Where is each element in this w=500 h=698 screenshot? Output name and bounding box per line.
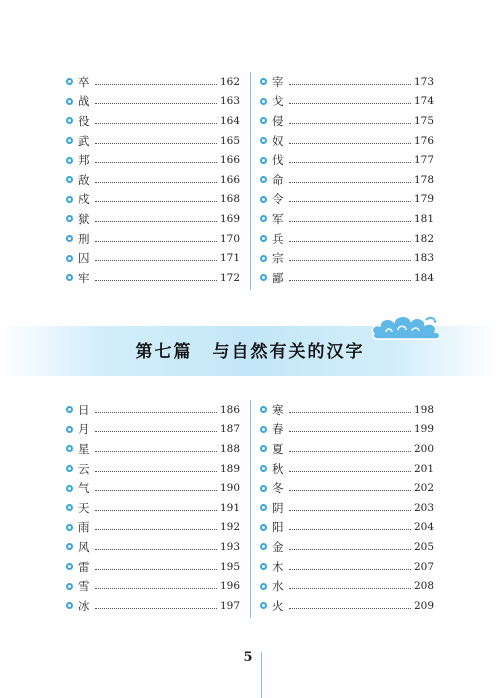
leader-dots (95, 489, 217, 491)
toc-entry-character: 宰 (272, 74, 284, 89)
toc-entry-page: 176 (413, 134, 434, 147)
toc-entry-character: 奴 (272, 133, 284, 148)
toc-entry[interactable] (260, 268, 434, 288)
bullet-icon (66, 274, 73, 281)
toc-entry[interactable] (260, 439, 434, 459)
bullet-icon (260, 543, 267, 550)
toc-entry-character: 日 (78, 402, 90, 417)
bullet-icon (66, 215, 73, 222)
toc-entry[interactable] (66, 72, 240, 92)
toc-entry-page: 189 (219, 462, 240, 475)
toc-entry[interactable] (260, 576, 434, 596)
leader-dots (289, 548, 411, 550)
toc-entry-character: 木 (272, 559, 284, 574)
bullet-icon (260, 255, 267, 262)
bullet-icon (260, 504, 267, 511)
toc-entry[interactable] (66, 498, 240, 518)
toc-entry-character: 气 (78, 481, 90, 496)
toc-entry[interactable] (66, 439, 240, 459)
toc-entry[interactable] (260, 459, 434, 479)
toc-section-bottom (66, 400, 434, 626)
bullet-icon (260, 137, 267, 144)
toc-entry[interactable] (260, 248, 434, 268)
toc-entry[interactable] (66, 557, 240, 577)
toc-entry-page: 170 (219, 232, 240, 245)
bullet-icon (260, 98, 267, 105)
bullet-icon (260, 485, 267, 492)
toc-entry-character: 月 (78, 422, 90, 437)
toc-entry-page: 195 (219, 560, 240, 573)
toc-entry-character: 雨 (78, 520, 90, 535)
bullet-icon (66, 504, 73, 511)
bullet-icon (66, 196, 73, 203)
leader-dots (95, 607, 217, 609)
bullet-icon (260, 196, 267, 203)
bullet-icon (66, 176, 73, 183)
chapter-number: 第七篇 (135, 342, 193, 362)
leader-dots (95, 548, 217, 550)
toc-entry[interactable] (66, 268, 240, 288)
bullet-icon (66, 465, 73, 472)
toc-entry[interactable] (66, 478, 240, 498)
chapter-title: 与自然有关的汉字 (212, 342, 365, 362)
toc-entry-page: 199 (413, 423, 434, 436)
leader-dots (289, 430, 411, 432)
toc-entry[interactable] (66, 111, 240, 131)
leader-dots (289, 200, 411, 202)
leader-dots (95, 259, 217, 261)
bullet-icon (260, 235, 267, 242)
bullet-icon (260, 583, 267, 590)
toc-column-right (250, 400, 434, 626)
toc-entry[interactable] (260, 131, 434, 151)
bullet-icon (260, 524, 267, 531)
bullet-icon (66, 98, 73, 105)
toc-entry-page: 178 (413, 173, 434, 186)
leader-dots (95, 279, 217, 281)
toc-entry-character: 刑 (78, 231, 90, 246)
bullet-icon (66, 157, 73, 164)
toc-entry-page: 192 (219, 521, 240, 534)
toc-entry-character: 冰 (78, 598, 90, 613)
bullet-icon (260, 78, 267, 85)
bullet-icon (66, 485, 73, 492)
page-edge-line (261, 652, 262, 698)
toc-entry-character: 卒 (78, 74, 90, 89)
toc-section-top (66, 72, 434, 298)
leader-dots (289, 607, 411, 609)
leader-dots (289, 489, 411, 491)
toc-entry-page: 171 (219, 252, 240, 265)
bullet-icon (66, 255, 73, 262)
toc-entry-character: 牢 (78, 270, 90, 285)
toc-entry[interactable] (260, 229, 434, 249)
leader-dots (95, 509, 217, 511)
toc-entry[interactable] (66, 576, 240, 596)
toc-entry[interactable] (260, 150, 434, 170)
toc-entry-page: 204 (413, 521, 434, 534)
toc-entry[interactable] (260, 537, 434, 557)
bullet-icon (260, 274, 267, 281)
leader-dots (95, 240, 217, 242)
toc-entry[interactable] (260, 518, 434, 538)
leader-dots (95, 470, 217, 472)
toc-entry[interactable] (66, 420, 240, 440)
leader-dots (95, 220, 217, 222)
toc-entry-character: 伐 (272, 153, 284, 168)
toc-entry-character: 宗 (272, 251, 284, 266)
toc-entry-page: 166 (219, 154, 240, 167)
toc-entry[interactable] (66, 170, 240, 190)
toc-entry-character: 风 (78, 539, 90, 554)
leader-dots (95, 568, 217, 570)
bullet-icon (66, 543, 73, 550)
leader-dots (289, 161, 411, 163)
bullet-icon (66, 117, 73, 124)
toc-entry-character: 令 (272, 192, 284, 207)
leader-dots (289, 142, 411, 144)
bullet-icon (260, 426, 267, 433)
bullet-icon (260, 176, 267, 183)
leader-dots (289, 102, 411, 104)
bullet-icon (66, 583, 73, 590)
toc-entry-page: 208 (413, 580, 434, 593)
leader-dots (95, 430, 217, 432)
toc-entry-character: 战 (78, 94, 90, 109)
toc-entry-character: 水 (272, 579, 284, 594)
leader-dots (289, 279, 411, 281)
toc-entry-character: 雪 (78, 579, 90, 594)
toc-entry-page: 179 (413, 193, 434, 206)
toc-entry[interactable] (66, 131, 240, 151)
toc-entry-page: 207 (413, 560, 434, 573)
toc-entry[interactable] (66, 190, 240, 210)
toc-entry-character: 秋 (272, 461, 284, 476)
toc-entry-page: 164 (219, 114, 240, 127)
leader-dots (95, 528, 217, 530)
toc-column-right (250, 72, 434, 298)
toc-entry[interactable] (66, 209, 240, 229)
toc-entry-page: 173 (413, 75, 434, 88)
bullet-icon (260, 117, 267, 124)
toc-entry[interactable] (66, 92, 240, 112)
toc-entry-page: 172 (219, 271, 240, 284)
toc-entry-page: 174 (413, 95, 434, 108)
leader-dots (95, 411, 217, 413)
toc-entry[interactable] (66, 229, 240, 249)
toc-entry-character: 戈 (272, 94, 284, 109)
leader-dots (289, 587, 411, 589)
toc-entry[interactable] (260, 557, 434, 577)
bullet-icon (66, 235, 73, 242)
toc-entry-page: 182 (413, 232, 434, 245)
toc-entry-character: 星 (78, 441, 90, 456)
leader-dots (95, 122, 217, 124)
toc-entry-page: 205 (413, 540, 434, 553)
toc-entry-character: 邦 (78, 153, 90, 168)
leader-dots (289, 568, 411, 570)
toc-entry-page: 184 (413, 271, 434, 284)
toc-entry-page: 162 (219, 75, 240, 88)
toc-entry-page: 169 (219, 212, 240, 225)
leader-dots (289, 509, 411, 511)
toc-entry[interactable] (260, 72, 434, 92)
bullet-icon (260, 563, 267, 570)
toc-entry-character: 天 (78, 500, 90, 515)
leader-dots (289, 122, 411, 124)
leader-dots (289, 83, 411, 85)
toc-entry-page: 165 (219, 134, 240, 147)
toc-entry[interactable] (260, 478, 434, 498)
toc-entry-page: 203 (413, 501, 434, 514)
toc-entry-page: 200 (413, 442, 434, 455)
leader-dots (289, 181, 411, 183)
leader-dots (289, 259, 411, 261)
toc-entry-character: 春 (272, 422, 284, 437)
toc-column-left (66, 72, 250, 298)
toc-entry-page: 198 (413, 403, 434, 416)
leader-dots (95, 200, 217, 202)
chapter-heading (0, 337, 500, 362)
bullet-icon (260, 445, 267, 452)
toc-entry-character: 敌 (78, 172, 90, 187)
toc-entry-page: 201 (413, 462, 434, 475)
toc-entry-character: 阴 (272, 500, 284, 515)
toc-entry-page: 209 (413, 599, 434, 612)
toc-entry[interactable] (260, 170, 434, 190)
toc-entry-page: 202 (413, 482, 434, 495)
leader-dots (289, 470, 411, 472)
toc-entry-page: 186 (219, 403, 240, 416)
bullet-icon (66, 137, 73, 144)
toc-entry[interactable] (66, 248, 240, 268)
toc-entry[interactable] (66, 459, 240, 479)
toc-entry[interactable] (66, 518, 240, 538)
toc-entry-character: 囚 (78, 251, 90, 266)
bullet-icon (260, 406, 267, 413)
bullet-icon (260, 215, 267, 222)
toc-entry[interactable] (66, 596, 240, 616)
bullet-icon (260, 157, 267, 164)
toc-entry-character: 役 (78, 113, 90, 128)
bullet-icon (260, 602, 267, 609)
leader-dots (95, 102, 217, 104)
toc-entry-character: 兵 (272, 231, 284, 246)
leader-dots (95, 142, 217, 144)
leader-dots (95, 83, 217, 85)
toc-entry-page: 181 (413, 212, 434, 225)
toc-entry-character: 命 (272, 172, 284, 187)
toc-entry-page: 196 (219, 580, 240, 593)
toc-entry-page: 183 (413, 252, 434, 265)
leader-dots (289, 220, 411, 222)
leader-dots (289, 528, 411, 530)
toc-entry[interactable] (66, 400, 240, 420)
toc-entry-character: 阳 (272, 520, 284, 535)
toc-entry[interactable] (260, 190, 434, 210)
toc-entry-page: 187 (219, 423, 240, 436)
toc-entry-character: 狱 (78, 211, 90, 226)
toc-entry[interactable] (260, 92, 434, 112)
toc-entry-character: 金 (272, 539, 284, 554)
toc-entry[interactable] (66, 150, 240, 170)
bullet-icon (260, 465, 267, 472)
leader-dots (289, 411, 411, 413)
toc-entry-character: 雷 (78, 559, 90, 574)
bullet-icon (66, 78, 73, 85)
bullet-icon (66, 445, 73, 452)
leader-dots (289, 240, 411, 242)
toc-entry[interactable] (66, 537, 240, 557)
toc-entry-character: 军 (272, 211, 284, 226)
toc-entry-character: 鄙 (272, 270, 284, 285)
toc-entry-page: 193 (219, 540, 240, 553)
leader-dots (95, 450, 217, 452)
leader-dots (95, 161, 217, 163)
toc-entry-character: 侵 (272, 113, 284, 128)
bullet-icon (66, 406, 73, 413)
toc-entry[interactable] (260, 596, 434, 616)
leader-dots (289, 450, 411, 452)
toc-entry[interactable] (260, 400, 434, 420)
toc-column-left (66, 400, 250, 626)
toc-entry-page: 175 (413, 114, 434, 127)
toc-entry-character: 戍 (78, 192, 90, 207)
toc-entry-character: 武 (78, 133, 90, 148)
toc-entry-page: 188 (219, 442, 240, 455)
leader-dots (95, 587, 217, 589)
toc-entry[interactable] (260, 209, 434, 229)
toc-entry-page: 177 (413, 154, 434, 167)
toc-entry-character: 火 (272, 598, 284, 613)
toc-entry-character: 冬 (272, 481, 284, 496)
bullet-icon (66, 563, 73, 570)
toc-entry-page: 168 (219, 193, 240, 206)
bullet-icon (66, 426, 73, 433)
leader-dots (95, 181, 217, 183)
toc-entry-page: 191 (219, 501, 240, 514)
page-number: 5 (243, 650, 253, 665)
toc-entry-character: 夏 (272, 441, 284, 456)
bullet-icon (66, 602, 73, 609)
toc-entry[interactable] (260, 420, 434, 440)
toc-entry[interactable] (260, 111, 434, 131)
toc-entry-page: 197 (219, 599, 240, 612)
toc-entry-character: 云 (78, 461, 90, 476)
toc-entry-page: 166 (219, 173, 240, 186)
toc-entry-page: 163 (219, 95, 240, 108)
toc-entry-character: 寒 (272, 402, 284, 417)
bullet-icon (66, 524, 73, 531)
toc-entry[interactable] (260, 498, 434, 518)
toc-entry-page: 190 (219, 482, 240, 495)
